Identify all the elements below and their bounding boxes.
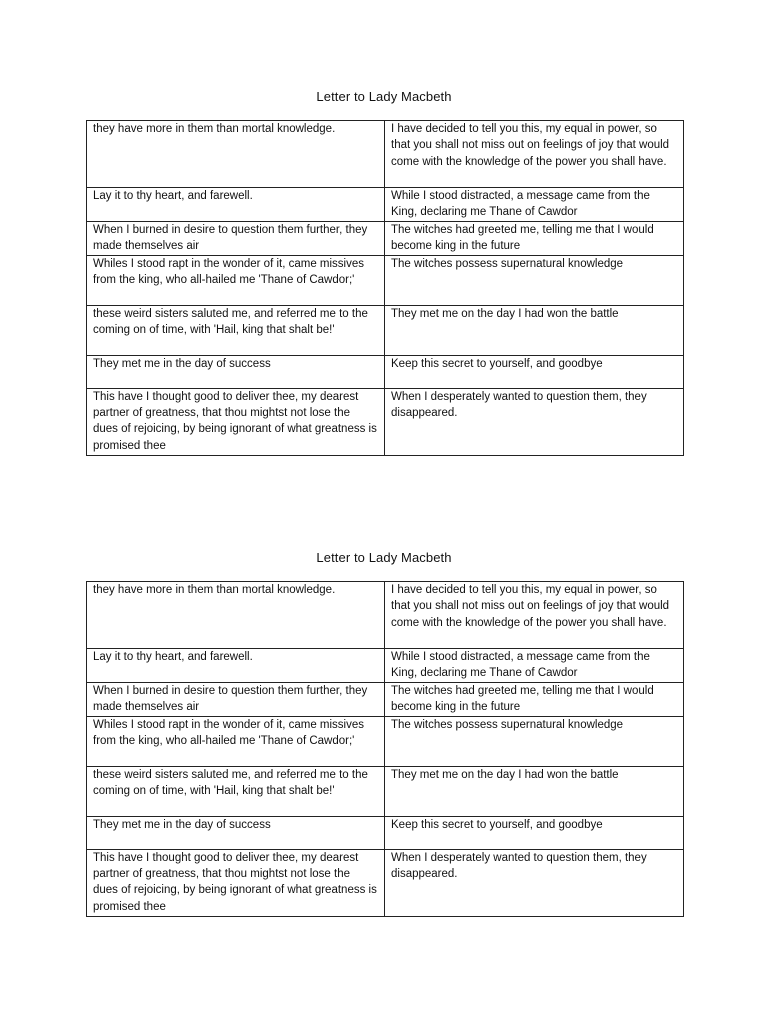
quote-cell: When I burned in desire to question them further, they made themselves air [87,682,385,716]
translation-cell: The witches had greeted me, telling me that I would become king in the future [385,682,684,716]
quote-cell: They met me in the day of success [87,816,385,849]
quote-cell: They met me in the day of success [87,355,385,388]
quote-cell: they have more in them than mortal knowledge. [87,582,385,649]
translation-cell: Keep this secret to yourself, and goodbye [385,355,684,388]
translation-cell: When I desperately wanted to question them, they disappeared. [385,388,684,455]
table-row [87,716,684,766]
quote-cell: Whiles I stood rapt in the wonder of it, came missives from the king, who all-hailed me 'Thane of Cawdor;' [87,255,385,305]
translation-cell: They met me on the day I had won the battle [385,766,684,816]
section-title: Letter to Lady Macbeth [316,89,452,104]
matching-table [86,581,684,917]
section-title: Letter to Lady Macbeth [316,550,452,565]
translation-cell: Keep this secret to yourself, and goodbye [385,816,684,849]
quote-cell: these weird sisters saluted me, and referred me to the coming on of time, with 'Hail, king that shalt be!' [87,766,385,816]
translation-cell: I have decided to tell you this, my equal in power, so that you shall not miss out on feelings of joy that would come with the knowledge of the power you shall have. [385,121,684,188]
table-row [87,849,684,916]
translation-cell: When I desperately wanted to question them, they disappeared. [385,849,684,916]
table-row [87,188,684,222]
table-row [87,649,684,683]
table-row [87,305,684,355]
quote-cell: This have I thought good to deliver thee, my dearest partner of greatness, that thou mightst not lose the dues of rejoicing, by being ignorant of what greatness is promised thee [87,849,385,916]
table-row [87,582,684,649]
quote-cell: When I burned in desire to question them further, they made themselves air [87,221,385,255]
table-row [87,121,684,188]
translation-cell: The witches possess supernatural knowledge [385,716,684,766]
worksheet-section-2 [0,548,768,913]
translation-cell: While I stood distracted, a message came from the King, declaring me Thane of Cawdor [385,649,684,683]
translation-cell: I have decided to tell you this, my equal in power, so that you shall not miss out on feelings of joy that would come with the knowledge of the power you shall have. [385,582,684,649]
translation-cell: They met me on the day I had won the battle [385,305,684,355]
quote-cell: Lay it to thy heart, and farewell. [87,649,385,683]
quote-cell: these weird sisters saluted me, and referred me to the coming on of time, with 'Hail, king that shalt be!' [87,305,385,355]
matching-table [86,120,684,456]
table-row [87,682,684,716]
table-row [87,816,684,849]
worksheet-section-1 [0,87,768,452]
table-row [87,766,684,816]
translation-cell: The witches had greeted me, telling me that I would become king in the future [385,221,684,255]
translation-cell: The witches possess supernatural knowledge [385,255,684,305]
table-row [87,255,684,305]
translation-cell: While I stood distracted, a message came from the King, declaring me Thane of Cawdor [385,188,684,222]
quote-cell: This have I thought good to deliver thee, my dearest partner of greatness, that thou mightst not lose the dues of rejoicing, by being ignorant of what greatness is promised thee [87,388,385,455]
table-row [87,388,684,455]
table-row [87,355,684,388]
quote-cell: they have more in them than mortal knowledge. [87,121,385,188]
quote-cell: Whiles I stood rapt in the wonder of it, came missives from the king, who all-hailed me 'Thane of Cawdor;' [87,716,385,766]
table-row [87,221,684,255]
quote-cell: Lay it to thy heart, and farewell. [87,188,385,222]
